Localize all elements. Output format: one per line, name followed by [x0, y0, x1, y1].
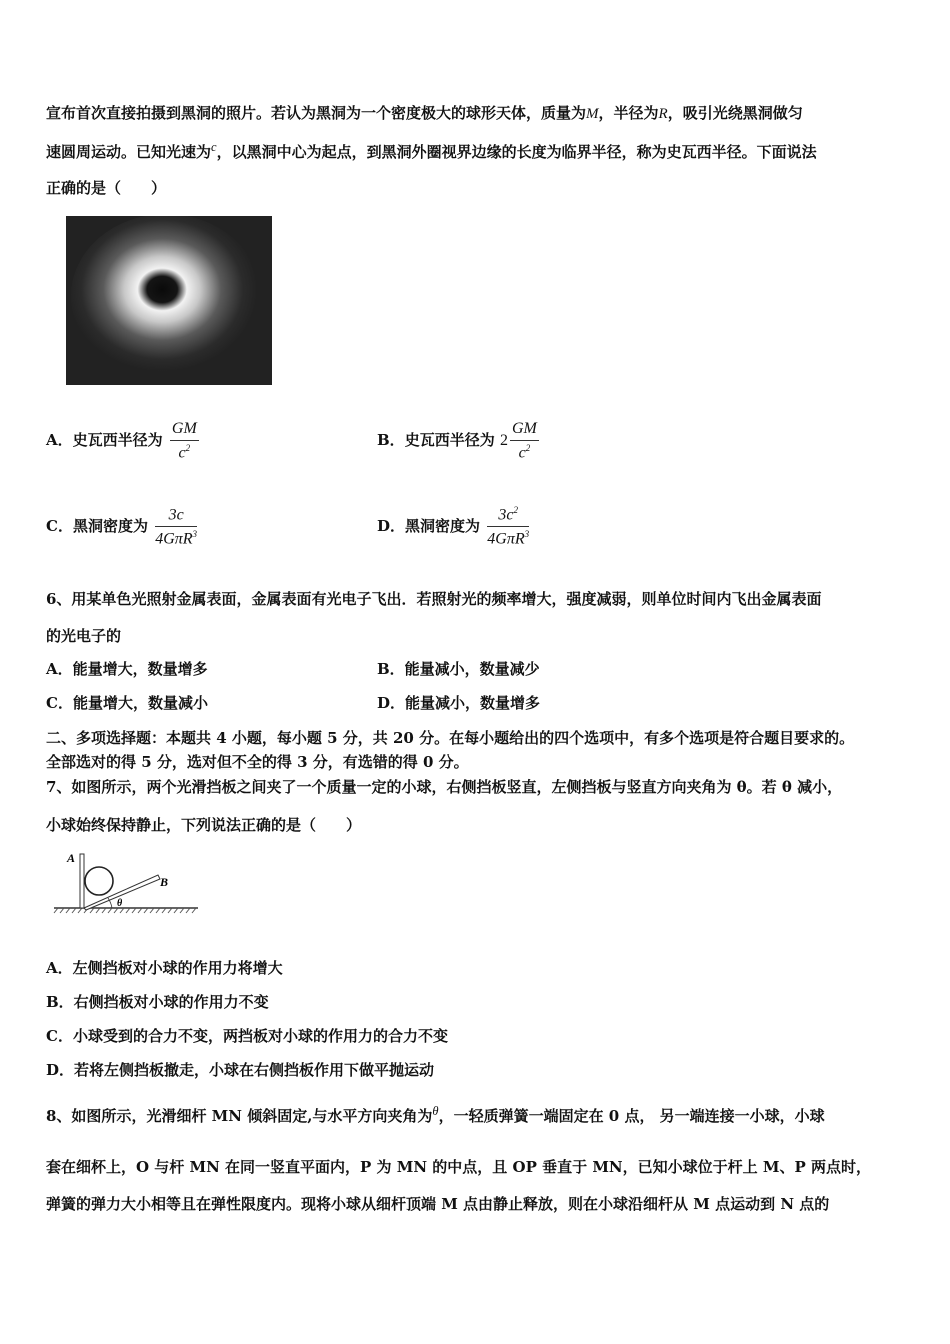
fraction-gm-over-c2: $\frac{GM}{c^2}$ — [511, 420, 537, 462]
label-a: A — [67, 851, 76, 865]
var-radius: R — [658, 106, 668, 122]
q7-option-d[interactable]: D．若将左侧挡板撤走，小球在右侧挡板作用下做平抛运动 — [46, 1061, 435, 1079]
q7-figure — [50, 848, 200, 918]
section2-heading-line1: 二、多项选择题：本题共 4 小题，每小题 5 分，共 20 分。在每小题给出的四个选项中，有多个选项是符合题目要求的。 — [46, 729, 855, 747]
q6-option-d[interactable]: D．能量减小，数量增多 — [377, 694, 541, 712]
q5-stem-line1: 宣布首次直接拍摄到黑洞的照片。若认为黑洞为一个密度极大的球形天体，质量为M，半径为R，吸引光绕黑洞做匀 — [46, 104, 803, 122]
q6-stem-line1: 6、用某单色光照射金属表面，金属表面有光电子飞出．若照射光的频率增大，强度减弱，则单位时间内飞出金属表面 — [46, 590, 822, 608]
fraction-density: $\frac{3c^2}{4G\pi R^3}$ — [487, 505, 530, 548]
q7-option-a[interactable]: A．左侧挡板对小球的作用力将增大 — [46, 959, 283, 977]
q8-stem-line3: 弹簧的弹力大小相等且在弹性限度内。现将小球从细杆顶端 M 点由静止释放，则在小球沿细杆从 M 点运动到 N 点的 — [46, 1195, 830, 1213]
var-mass: M — [586, 106, 599, 122]
q8-stem-line2: 套在细杯上，O 与杆 MN 在同一竖直平面内，P 为 MN 的中点，且 OP 垂直于 MN，已知小球位于杆上 M、P 两点时， — [46, 1158, 871, 1176]
q6-stem-line2: 的光电子的 — [46, 627, 122, 645]
var-theta: θ — [432, 1104, 439, 1118]
fraction-gm-over-c2: $\frac{GM}{c^2}$ — [171, 420, 197, 462]
black-hole-image — [66, 216, 272, 385]
q6-option-b[interactable]: B．能量减小，数量减少 — [377, 660, 540, 678]
q7-stem-line2: 小球始终保持静止，下列说法正确的是（ ） — [46, 816, 362, 834]
q5-stem-line3: 正确的是（ ） — [46, 179, 167, 197]
fraction-density: $\frac{3c}{4G\pi R^3}$ — [155, 506, 198, 548]
q7-stem-line1: 7、如图所示，两个光滑挡板之间夹了一个质量一定的小球，右侧挡板竖直，左侧挡板与竖直方向夹角为 θ。若 θ 减小， — [46, 778, 843, 796]
q5-option-c[interactable]: C．黑洞密度为 $\frac{3c}{4G\pi R^3}$ — [46, 506, 198, 548]
q6-option-c[interactable]: C．能量增大，数量减小 — [46, 694, 208, 712]
q5-option-b[interactable]: B．史瓦西半径为 2 $\frac{GM}{c^2}$ — [377, 420, 537, 462]
var-light-speed: c — [211, 140, 217, 154]
q7-option-b[interactable]: B．右侧挡板对小球的作用力不变 — [46, 993, 269, 1011]
section2-heading-line2: 全部选对的得 5 分，选对但不全的得 3 分，有选错的得 0 分。 — [46, 753, 469, 771]
q6-option-a[interactable]: A．能量增大，数量增多 — [46, 660, 208, 678]
label-b: B — [160, 875, 169, 889]
q7-option-c[interactable]: C．小球受到的合力不变，两挡板对小球的作用力的合力不变 — [46, 1027, 448, 1045]
q5-option-a[interactable]: A．史瓦西半径为 $\frac{GM}{c^2}$ — [46, 420, 197, 462]
q5-stem-line2: 速圆周运动。已知光速为$^c$，以黑洞中心为起点，到黑洞外圈视界边缘的长度为临界半径，称为史瓦西半径。下面说法 — [46, 140, 817, 161]
q8-stem-line1: 8、如图所示，光滑细杆 MN 倾斜固定,与水平方向夹角为$^\theta$，一轻质弹簧一端固定在 0 点， 另一端连接一小球，小球 — [46, 1104, 825, 1125]
q5-option-d[interactable]: D．黑洞密度为 $\frac{3c^2}{4G\pi R^3}$ — [377, 505, 530, 548]
label-theta: θ — [117, 898, 123, 909]
